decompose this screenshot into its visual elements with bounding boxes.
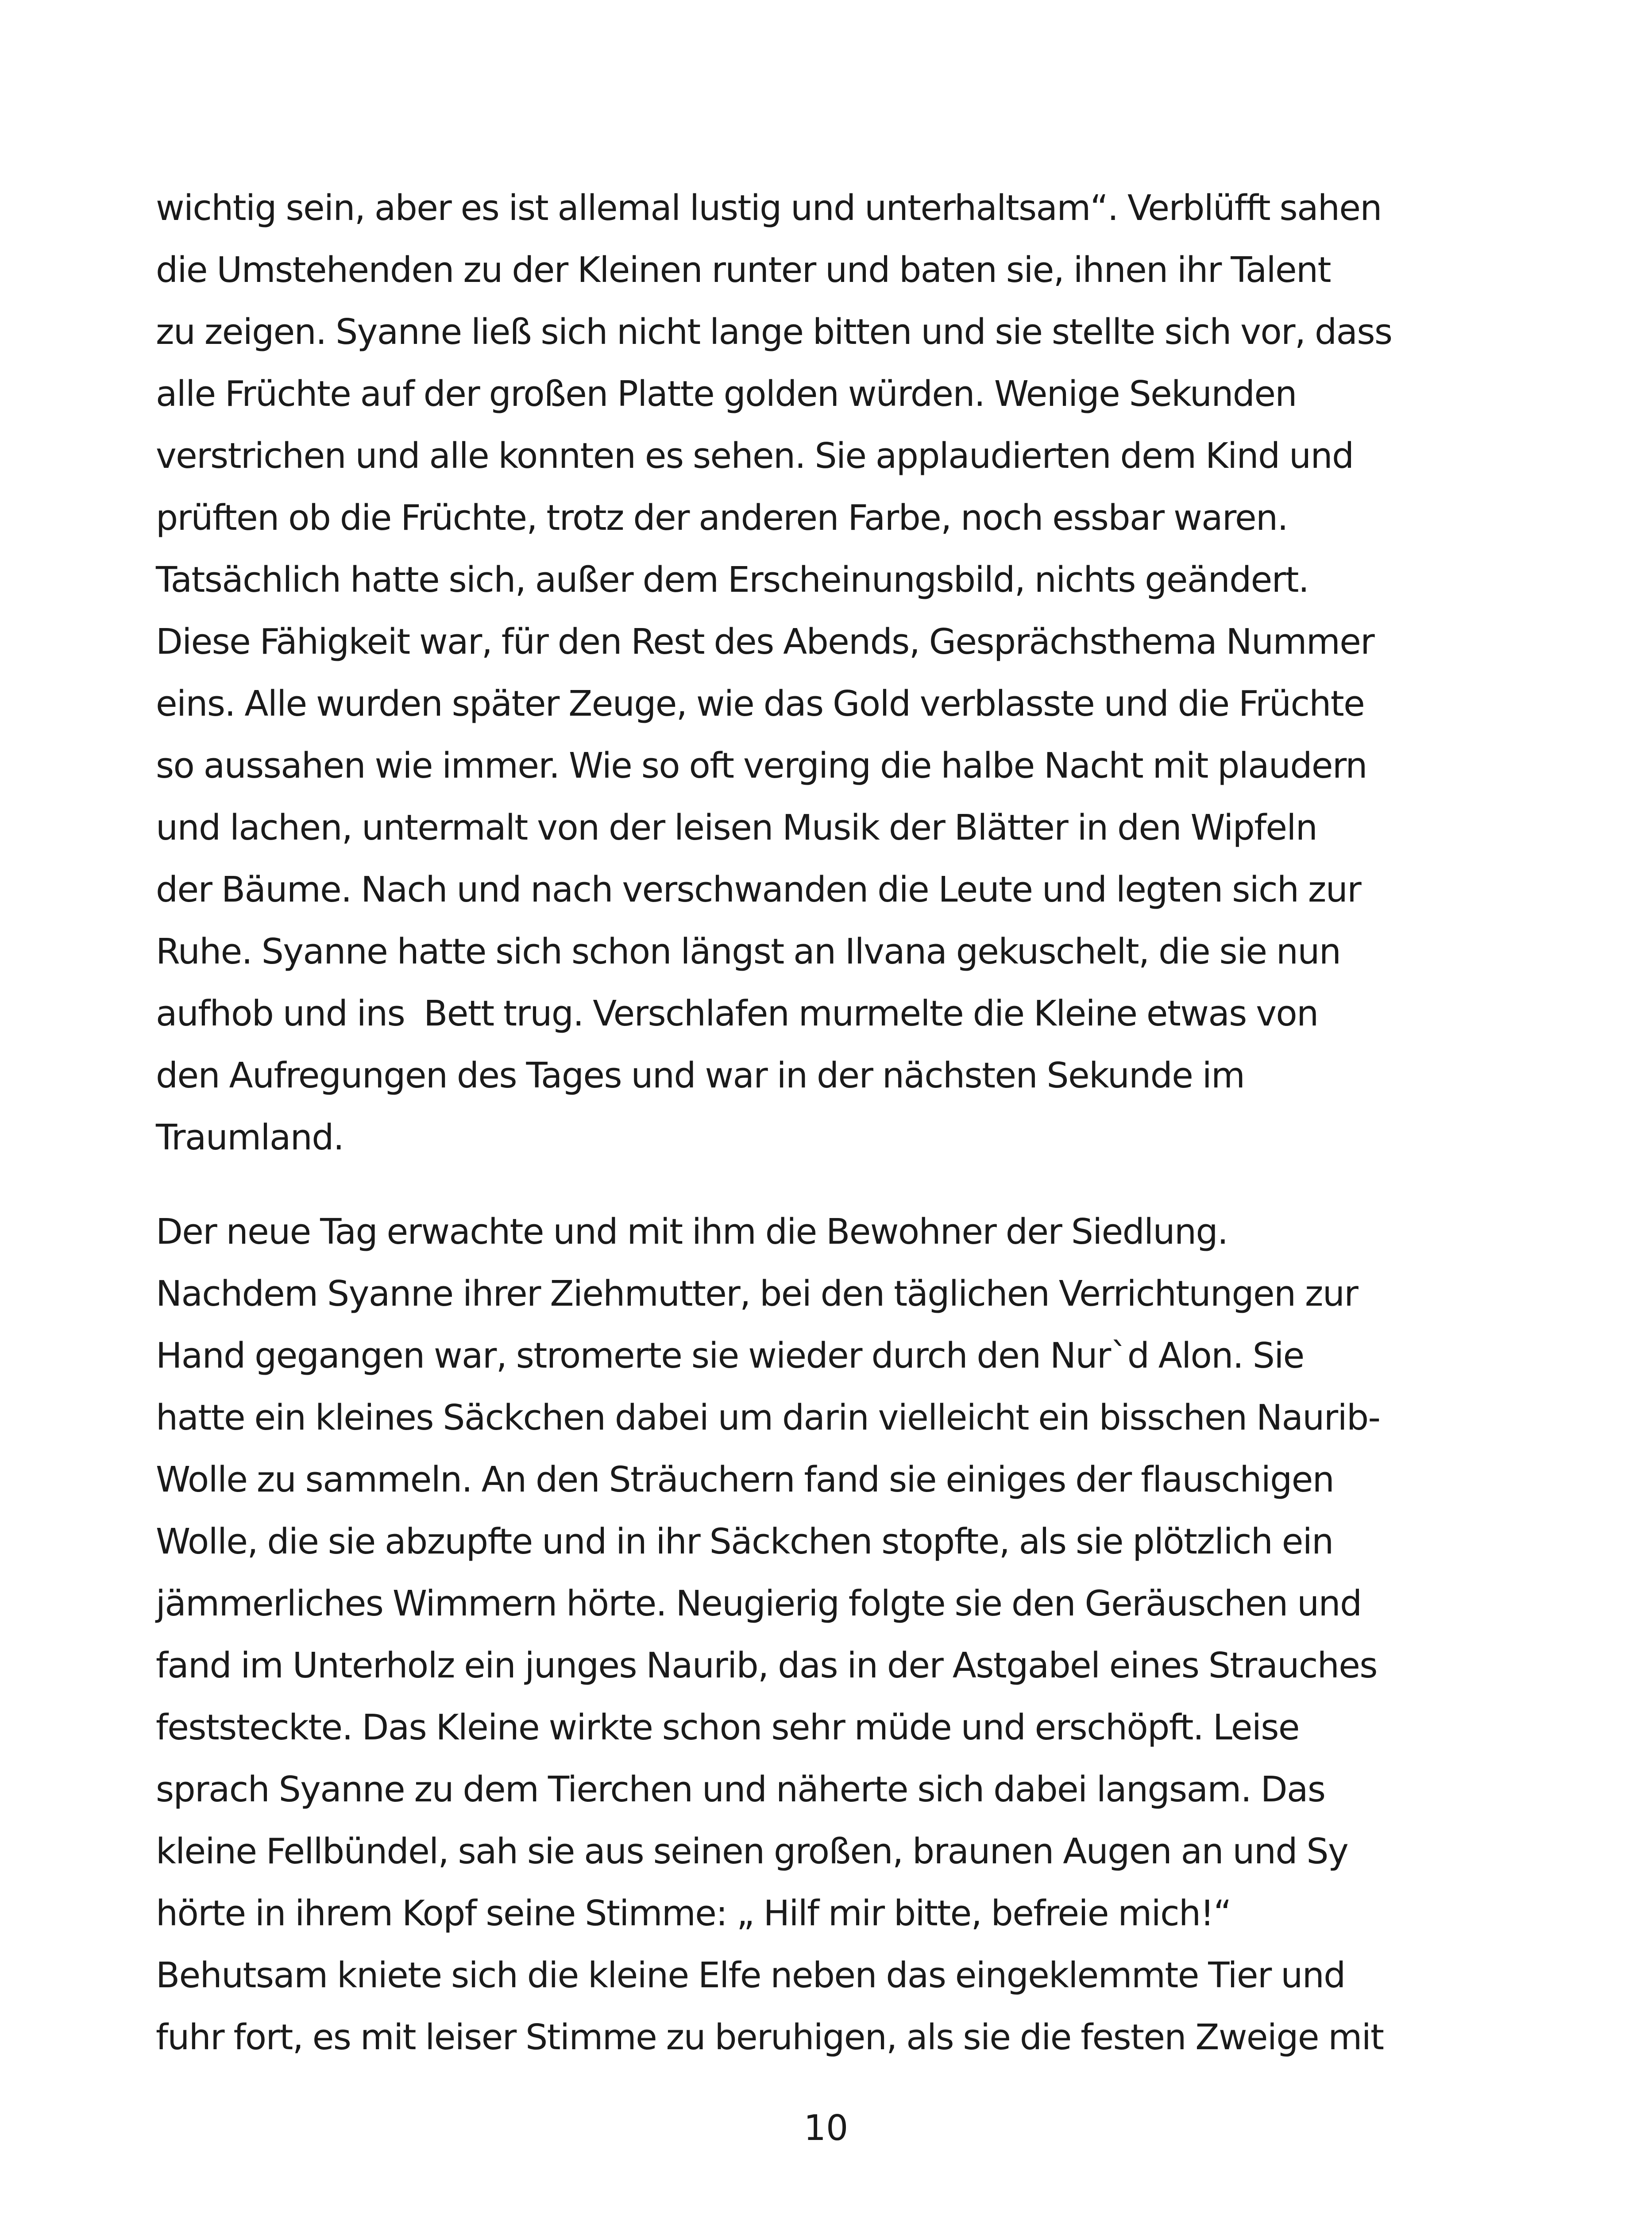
paragraph-2 (156, 1201, 1475, 2068)
text-line: feststeckte. Das Kleine wirkte schon sehr müde und erschöpft. Leise (156, 1707, 1299, 1748)
text-line: so aussahen wie immer. Wie so oft verging die halbe Nacht mit plaudern (156, 745, 1367, 786)
text-line: fand im Unterholz ein junges Naurib, das in der Astgabel eines Strauches (156, 1645, 1377, 1686)
paragraph-1 (156, 177, 1475, 1168)
text-line: aufhob und ins Bett trug. Verschlafen murmelte die Kleine etwas von (156, 993, 1318, 1034)
text-line: und lachen, untermalt von der leisen Musik der Blätter in den Wipfeln (156, 807, 1317, 848)
text-line: hörte in ihrem Kopf seine Stimme: „ Hilf mir bitte, befreie mich!“ (156, 1893, 1231, 1934)
text-line: Tatsächlich hatte sich, außer dem Erscheinungsbild, nichts geändert. (156, 559, 1309, 600)
text-line: kleine Fellbündel, sah sie aus seinen großen, braunen Augen an und Sy (156, 1831, 1348, 1872)
text-line: Nachdem Syanne ihrer Ziehmutter, bei den täglichen Verrichtungen zur (156, 1273, 1358, 1314)
text-line: Traumland. (156, 1117, 344, 1158)
text-line: Hand gegangen war, stromerte sie wieder durch den Nur`d Alon. Sie (156, 1335, 1304, 1376)
text-line: Wolle zu sammeln. An den Sträuchern fand sie einiges der flauschigen (156, 1459, 1334, 1500)
text-line: die Umstehenden zu der Kleinen runter und baten sie, ihnen ihr Talent (156, 250, 1331, 290)
body-text (156, 177, 1475, 2068)
text-line: alle Früchte auf der großen Platte golden würden. Wenige Sekunden (156, 374, 1297, 414)
text-line: Behutsam kniete sich die kleine Elfe neben das eingeklemmte Tier und (156, 1955, 1345, 1996)
text-line: der Bäume. Nach und nach verschwanden die Leute und legten sich zur (156, 869, 1361, 910)
text-line: Der neue Tag erwachte und mit ihm die Bewohner der Siedlung. (156, 1211, 1228, 1252)
text-line: verstrichen und alle konnten es sehen. Sie applaudierten dem Kind und (156, 436, 1354, 476)
text-line: hatte ein kleines Säckchen dabei um darin vielleicht ein bisschen Naurib- (156, 1397, 1380, 1438)
text-line: zu zeigen. Syanne ließ sich nicht lange bitten und sie stellte sich vor, dass (156, 312, 1392, 352)
text-line: Diese Fähigkeit war, für den Rest des Abends, Gesprächsthema Nummer (156, 621, 1374, 662)
text-line: jämmerliches Wimmern hörte. Neugierig folgte sie den Geräuschen und (156, 1583, 1362, 1624)
text-line: Wolle, die sie abzupfte und in ihr Säckchen stopfte, als sie plötzlich ein (156, 1521, 1333, 1562)
page-number: 10 (803, 2108, 849, 2148)
text-line: fuhr fort, es mit leiser Stimme zu beruhigen, als sie die festen Zweige mit (156, 2017, 1384, 2058)
text-line: prüften ob die Früchte, trotz der anderen Farbe, noch essbar waren. (156, 497, 1288, 538)
text-line: eins. Alle wurden später Zeuge, wie das Gold verblasste und die Früchte (156, 683, 1365, 724)
text-line: sprach Syanne zu dem Tierchen und näherte sich dabei langsam. Das (156, 1769, 1325, 1810)
text-line: Ruhe. Syanne hatte sich schon längst an Ilvana gekuschelt, die sie nun (156, 931, 1341, 972)
text-line: den Aufregungen des Tages und war in der nächsten Sekunde im (156, 1055, 1245, 1096)
text-line: wichtig sein, aber es ist allemal lustig und unterhaltsam“. Verblüfft sahen (156, 188, 1382, 228)
